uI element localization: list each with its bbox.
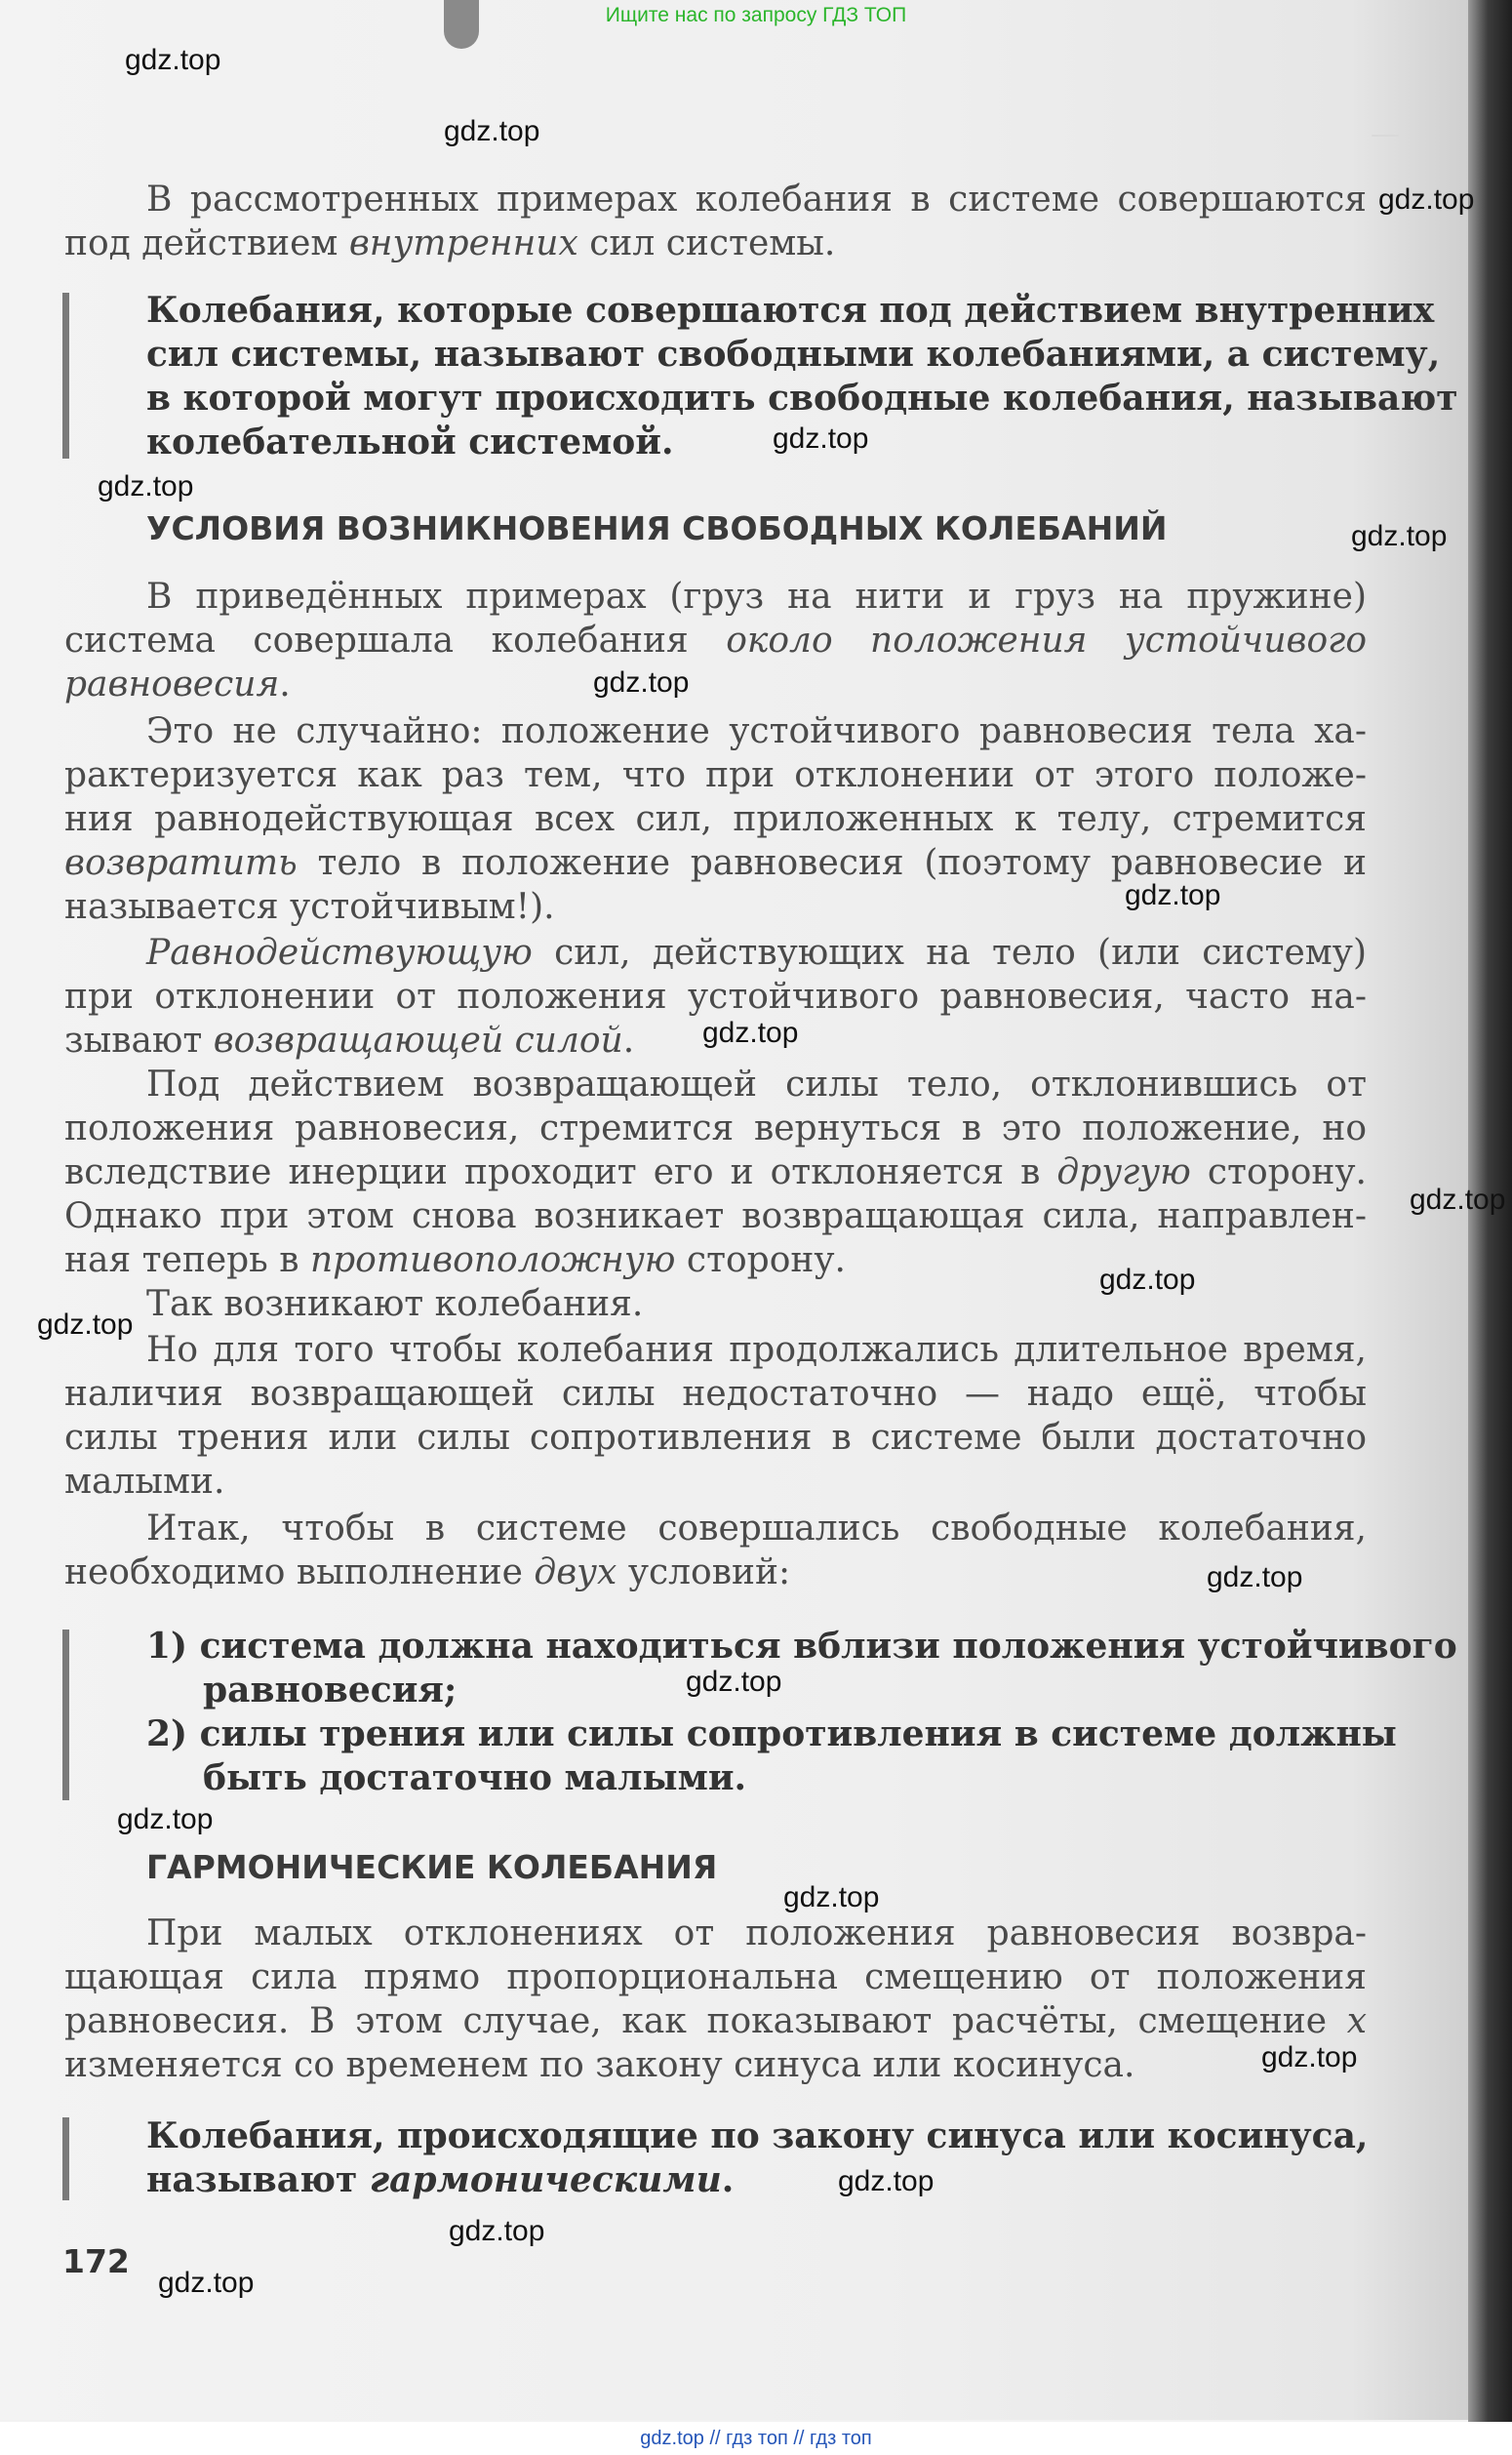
def1-line4: колебательной системой. [146, 422, 674, 463]
page-edge-shadow [1468, 0, 1512, 2455]
watermark: gdz.top [117, 1803, 214, 1835]
bleed-through: — [1371, 117, 1400, 151]
def2-line1: Колебания, происходящие по закону синуса или косинуса, [146, 2115, 1369, 2156]
p7-line2: наличия возвращающей силы недостаточно — надо ещё, чтобы [64, 1374, 1367, 1414]
watermark: gdz.top [686, 1666, 782, 1698]
p4-line1: Равнодействующую сил, действующих на тело (или систему) [146, 933, 1367, 973]
p2-line1: В приведённых примерах (груз на нити и груз на пружине) [146, 577, 1367, 617]
p5-line1: Под действием возвращающей силы тело, отклонившись от [146, 1065, 1367, 1105]
p3-line1: Это не случайно: положение устойчивого равновесия тела ха- [146, 711, 1367, 751]
watermark: gdz.top [1207, 1561, 1303, 1593]
watermark: gdz.top [593, 666, 690, 699]
watermark: gdz.top [783, 1881, 880, 1913]
p9-line2: щающая сила прямо пропорциональна смещению от положения [64, 1957, 1367, 1997]
condition-2-line2: быть достаточно малыми. [203, 1757, 747, 1798]
p5-line3: вследствие инерции проходит его и отклоняется в другую сторону. [64, 1152, 1367, 1192]
p9-line3: равновесия. В этом случае, как показывают расчёты, смещение x [64, 2001, 1367, 2041]
p3-line5: называется устойчивым!). [64, 887, 555, 927]
watermark: gdz.top [1378, 183, 1475, 216]
p1-line1: В рассмотренных примерах колебания в системе совершаются [146, 180, 1367, 220]
p4-line3: зывают возвращающей силой. [64, 1021, 635, 1061]
bottom-banner: gdz.top // гдз топ // гдз топ [0, 2422, 1512, 2455]
watermark: gdz.top [1351, 520, 1448, 552]
page-number: 172 [62, 2242, 130, 2280]
watermark: gdz.top [1261, 2041, 1358, 2073]
p5-line4: Однако при этом снова возникает возвращающая сила, направлен- [64, 1196, 1367, 1236]
p9-line4: изменяется со временем по закону синуса или косинуса. [64, 2045, 1135, 2085]
section-heading-conditions: УСЛОВИЯ ВОЗНИКНОВЕНИЯ СВОБОДНЫХ КОЛЕБАНИЙ [146, 509, 1168, 547]
watermark: gdz.top [98, 470, 194, 503]
watermark: gdz.top [158, 2267, 255, 2299]
p4-line2: при отклонении от положения устойчивого равновесия, часто на- [64, 977, 1367, 1017]
watermark: gdz.top [449, 2215, 545, 2247]
p9-line1: При малых отклонениях от положения равновесия возвра- [146, 1913, 1367, 1953]
p7-line4: малыми. [64, 1462, 225, 1502]
watermark: gdz.top [125, 44, 221, 76]
watermark: gdz.top [838, 2165, 935, 2197]
p7-line3: силы трения или силы сопротивления в системе были достаточно [64, 1418, 1367, 1458]
condition-2-line1: 2) силы трения или силы сопротивления в системе должны [146, 1713, 1397, 1754]
condition-1-line2: равновесия; [203, 1670, 458, 1710]
watermark: gdz.top [1099, 1264, 1196, 1296]
watermark: gdz.top [702, 1017, 799, 1049]
p7-line1: Но для того чтобы колебания продолжались длительное время, [146, 1330, 1367, 1370]
p3-line4: возвратить тело в положение равновесия (поэтому равновесие и [64, 843, 1367, 883]
watermark: gdz.top [773, 423, 869, 455]
p5-line2: положения равновесия, стремится вернуться в это положение, но [64, 1108, 1367, 1148]
p2-line3: равновесия. [64, 664, 291, 704]
def1-line2: сил системы, называют свободными колебаниями, а систему, [146, 334, 1441, 375]
watermark: gdz.top [1125, 879, 1221, 911]
watermark: gdz.top [444, 115, 540, 147]
def1-line1: Колебания, которые совершаются под действием внутренних [146, 290, 1435, 331]
section-heading-harmonic: ГАРМОНИЧЕСКИЕ КОЛЕБАНИЯ [146, 1848, 718, 1886]
p2-line2: система совершала колебания около положения устойчивого [64, 621, 1368, 661]
condition-1-line1: 1) система должна находиться вблизи положения устойчивого [146, 1626, 1457, 1667]
definition-bar [62, 293, 69, 459]
p8-line2: необходимо выполнение двух условий: [64, 1552, 791, 1592]
p6-line1: Так возникают колебания. [146, 1284, 644, 1324]
definition-bar-2 [62, 2117, 69, 2200]
p8-line1: Итак, чтобы в системе совершались свободные колебания, [146, 1509, 1367, 1549]
p3-line2: рактеризуется как раз тем, что при отклонении от этого положе- [64, 755, 1367, 795]
p3-line3: ния равнодействующая всех сил, приложенных к телу, стремится [64, 799, 1367, 839]
p5-line5: ная теперь в противоположную сторону. [64, 1240, 847, 1280]
p1-line2: под действием внутренних сил системы. [64, 223, 836, 263]
top-banner: Ищите нас по запросу ГДЗ ТОП [605, 4, 907, 26]
watermark: gdz.top [37, 1308, 134, 1341]
watermark: gdz.top [1410, 1184, 1506, 1216]
def1-line3: в которой могут происходить свободные колебания, называют [146, 378, 1458, 419]
conditions-bar [62, 1630, 69, 1800]
def2-line2: называют гармоническими. [146, 2159, 735, 2200]
